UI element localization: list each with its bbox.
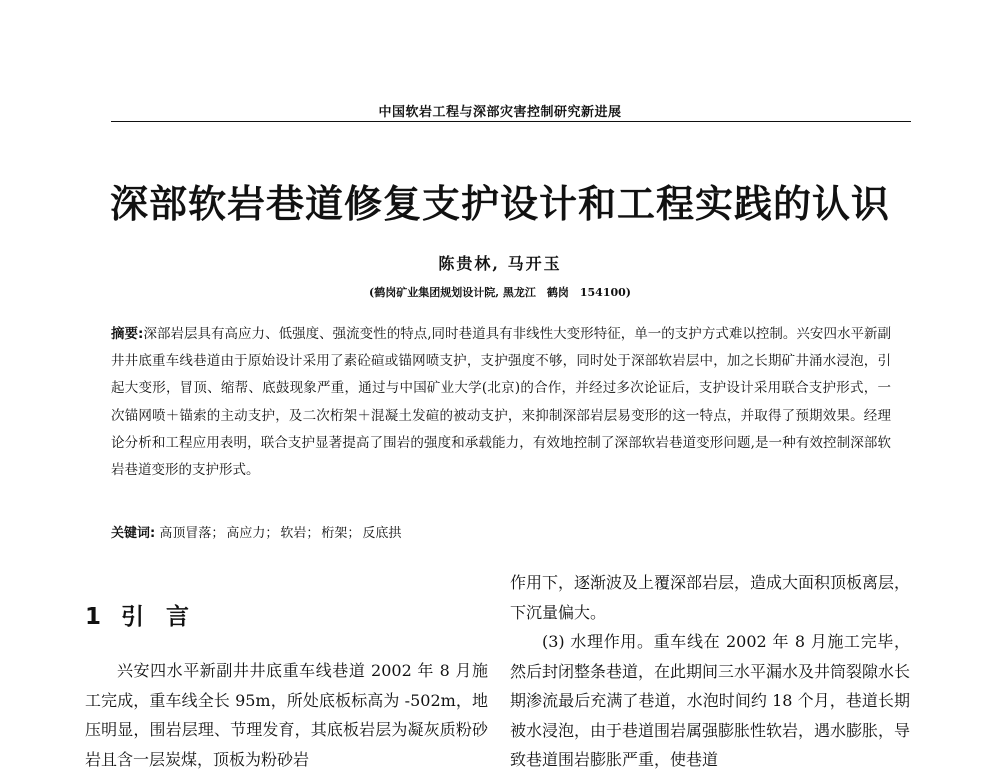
- keywords-label: 关键词:: [111, 526, 156, 541]
- keywords: [111, 524, 891, 544]
- right-column: [510, 568, 910, 775]
- keyword: 反底拱: [362, 526, 402, 541]
- left-column: [85, 656, 488, 774]
- body-paragraph-continuation: 作用下，逐渐波及上覆深部岩层，造成大面积顶板离层，下沉量偏大。: [510, 573, 911, 622]
- section-title-part2: 言: [166, 604, 190, 630]
- body-paragraph: (3) 水理作用。重车线在 2002 年 8 月施工完毕，然后封闭整条巷道，在此期间三水平漏水及井筒裂隙水长期渗流最后充满了巷道，水泡时间约 18 个月，巷道长期被水浸泡，由于巷道围岩属强膨胀性软岩，遇水膨胀，导致巷道围岩膨胀严重，使巷道: [510, 632, 911, 769]
- running-header: 中国软岩工程与深部灾害控制研究新进展: [378, 105, 622, 120]
- section-heading: [85, 598, 189, 631]
- paper-title: 深部软岩巷道修复支护设计和工程实践的认识: [109, 182, 890, 226]
- body-paragraph: 兴安四水平新副井井底重车线巷道 2002 年 8 月施工完成，重车线全长 95m，所处底板标高为 -502m，地压明显，围岩层理、节理发育，其底板岩层为凝灰质粉砂岩且含一层炭煤，顶板为粉砂岩: [85, 661, 488, 769]
- header-rule: [111, 121, 911, 122]
- section-number: 1: [85, 604, 102, 630]
- abstract: [111, 321, 891, 484]
- abstract-label: 摘要:: [111, 326, 144, 342]
- keyword: 高应力；: [226, 526, 279, 541]
- section-title-part1: 引: [121, 604, 145, 630]
- authors: 陈贵林, 马开玉: [438, 254, 562, 273]
- keyword: 高顶冒落；: [159, 526, 225, 541]
- affiliation: (鹤岗矿业集团规划设计院, 黑龙江 鹤岗 154100): [369, 286, 631, 299]
- abstract-text: 深部岩层具有高应力、低强度、强流变性的特点,同时巷道具有非线性大变形特征，单一的支护方式难以控制。兴安四水平新副井井底重车线巷道由于原始设计采用了素砼碹或锚网喷支护，支护强度不够，同时处于深部软岩层中，加之长期矿井涌水浸泡，引起大变形，冒顶、缩帮、底鼓现象严重，通过与中国矿业大学(北京)的合作，并经过多次论证后，支护设计采用联合支护形式，一次锚网喷＋锚索的主动支护，及二次桁架＋混凝土发碹的被动支护，来抑制深部岩层易变形的这一特点，并取得了预期效果。经理论分析和工程应用表明，联合支护显著提高了围岩的强度和承载能力，有效地控制了深部软岩巷道变形问题,是一种有效控制深部软岩巷道变形的支护形式。: [111, 326, 891, 479]
- keyword: 软岩；: [280, 526, 320, 541]
- keyword: 桁架；: [321, 526, 361, 541]
